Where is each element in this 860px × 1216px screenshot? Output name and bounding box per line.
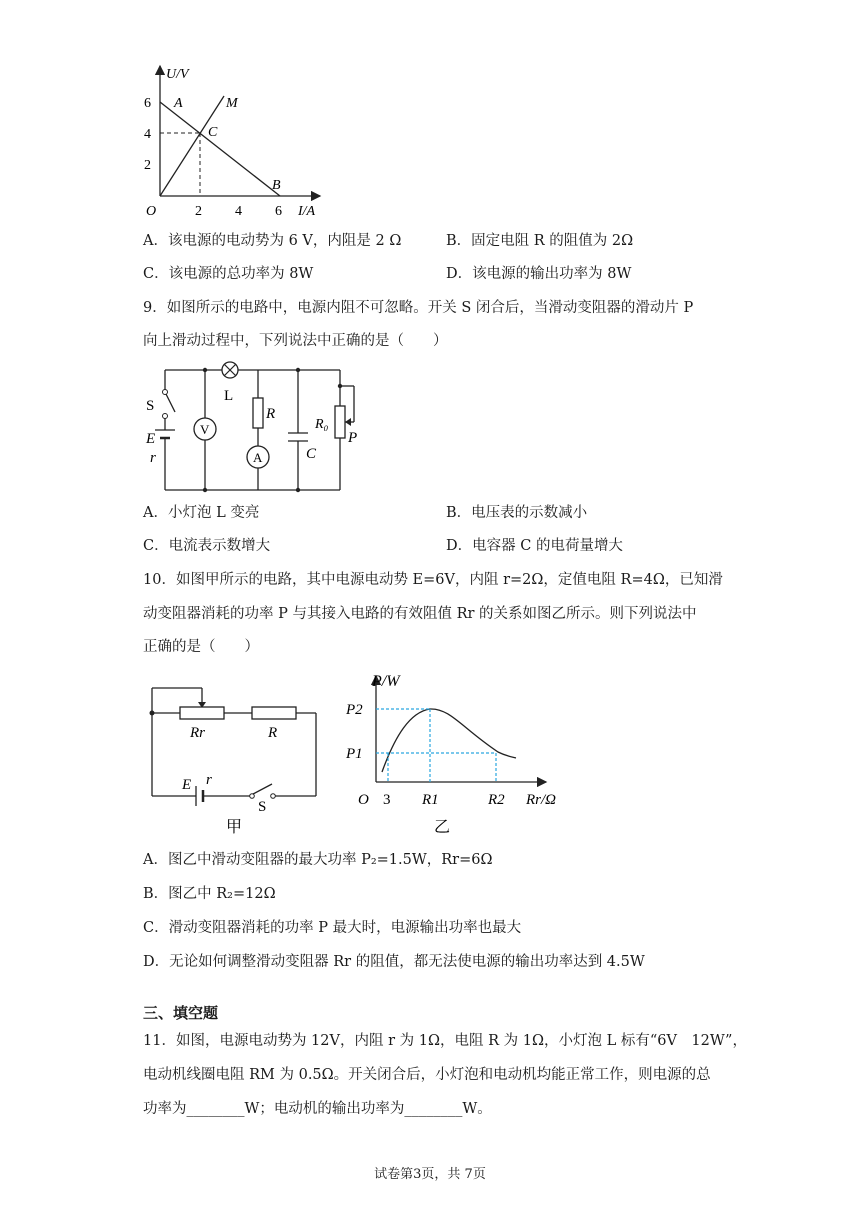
y-tick-2: 2 <box>144 158 151 173</box>
point-b-label: B <box>272 178 281 193</box>
q8-option-b: B．固定电阻 R 的阻值为 2Ω <box>446 233 634 249</box>
q9-option-b: B．电压表的示数减小 <box>446 505 588 521</box>
power-curve <box>382 709 516 772</box>
emf-label: E <box>146 431 156 447</box>
q10-fig-jia-circuit <box>140 676 330 834</box>
x-axis-label: I/A <box>298 204 316 219</box>
q8-option-d: D．该电源的输出功率为 8W <box>446 266 632 282</box>
q9-stem-line2: 向上滑动过程中，下列说法中正确的是（ ） <box>143 333 448 349</box>
p2-label: P2 <box>346 702 363 718</box>
ammeter-label: A <box>253 450 263 465</box>
rheostat-label: R₀ <box>315 417 329 432</box>
q8-option-c: C．该电源的总功率为 8W <box>143 266 314 282</box>
point-c-label: C <box>208 125 218 140</box>
switch-label: S <box>258 799 267 815</box>
page-footer: 试卷第3页，共 7页 <box>374 1167 486 1182</box>
rr-label: Rr <box>190 725 205 741</box>
q9-stem-line1: 9．如图所示的电路中，电源内阻不可忽略。开关 S 闭合后，当滑动变阻器的滑动片 P <box>143 300 694 316</box>
line-om <box>160 96 224 196</box>
emf-label: E <box>182 777 192 793</box>
q11-line1: 11．如图，电源电动势为 12V，内阻 r 为 1Ω，电阻 R 为 1Ω，小灯泡 L 标有“6V 12W”， <box>143 1033 747 1049</box>
q11-line2: 电动机线圈电阻 RM 为 0.5Ω。开关闭合后，小灯泡和电动机均能正常工作，则电源的总 <box>143 1067 711 1083</box>
voltmeter-label: V <box>200 422 210 437</box>
x-tick-4: 4 <box>235 204 242 219</box>
q10-option-c: C．滑动变阻器消耗的功率 P 最大时，电源输出功率也最大 <box>143 920 522 936</box>
r1-label: R1 <box>422 792 439 808</box>
resistor-label: R <box>266 406 276 422</box>
line-ab <box>160 102 280 196</box>
point-a-label: A <box>174 96 183 111</box>
y-axis-label: P/W <box>372 673 400 690</box>
q9-circuit-diagram <box>140 358 370 496</box>
q10-option-a: A．图乙中滑动变阻器的最大功率 P₂=1.5W，Rr=6Ω <box>143 852 493 868</box>
q10-stem-line3: 正确的是（ ） <box>143 639 259 655</box>
q10-fig-yi-graph <box>340 668 580 836</box>
y-axis-label: U/V <box>166 67 189 82</box>
r-fixed-label: R <box>268 725 278 741</box>
p1-label: P1 <box>346 746 363 762</box>
origin-label: O <box>358 792 369 808</box>
slider-label: P <box>348 430 358 446</box>
y-tick-4: 4 <box>144 127 151 142</box>
caption-yi: 乙 <box>434 819 451 836</box>
q10-stem-line1: 10．如图甲所示的电路，其中电源电动势 E=6V，内阻 r=2Ω，定值电阻 R=4Ω，已知滑 <box>143 572 723 588</box>
x-axis-label: Rr/Ω <box>526 792 557 808</box>
q8-option-a: A．该电源的电动势为 6 V，内阻是 2 Ω <box>143 233 402 249</box>
x-tick-3: 3 <box>383 792 391 808</box>
y-tick-6: 6 <box>144 96 151 111</box>
caption-jia: 甲 <box>226 819 243 834</box>
r-label: r <box>150 450 156 466</box>
section-title: 三、填空题 <box>143 1004 219 1022</box>
capacitor-label: C <box>306 446 317 462</box>
q10-option-d: D．无论如何调整滑动变阻器 Rr 的阻值，都无法使电源的输出功率达到 4.5W <box>143 954 645 970</box>
q11-line3: 功率为________W；电动机的输出功率为________W。 <box>143 1101 492 1117</box>
x-tick-2: 2 <box>195 204 202 219</box>
internal-r-label: r <box>206 772 212 788</box>
x-tick-6: 6 <box>275 204 282 219</box>
fig8-ui-graph <box>138 60 328 222</box>
lamp-label: L <box>224 388 234 404</box>
origin-label: O <box>146 204 157 219</box>
q10-option-b: B．图乙中 R₂=12Ω <box>143 886 276 902</box>
q9-option-d: D．电容器 C 的电荷量增大 <box>446 538 623 554</box>
point-m-label: M <box>226 96 238 111</box>
q9-option-a: A．小灯泡 L 变亮 <box>143 505 260 521</box>
q10-stem-line2: 动变阻器消耗的功率 P 与其接入电路的有效阻值 Rr 的关系如图乙所示。则下列说法中 <box>143 606 697 622</box>
r2-label: R2 <box>488 792 505 808</box>
q9-option-c: C．电流表示数增大 <box>143 538 271 554</box>
switch-label: S <box>146 398 155 414</box>
